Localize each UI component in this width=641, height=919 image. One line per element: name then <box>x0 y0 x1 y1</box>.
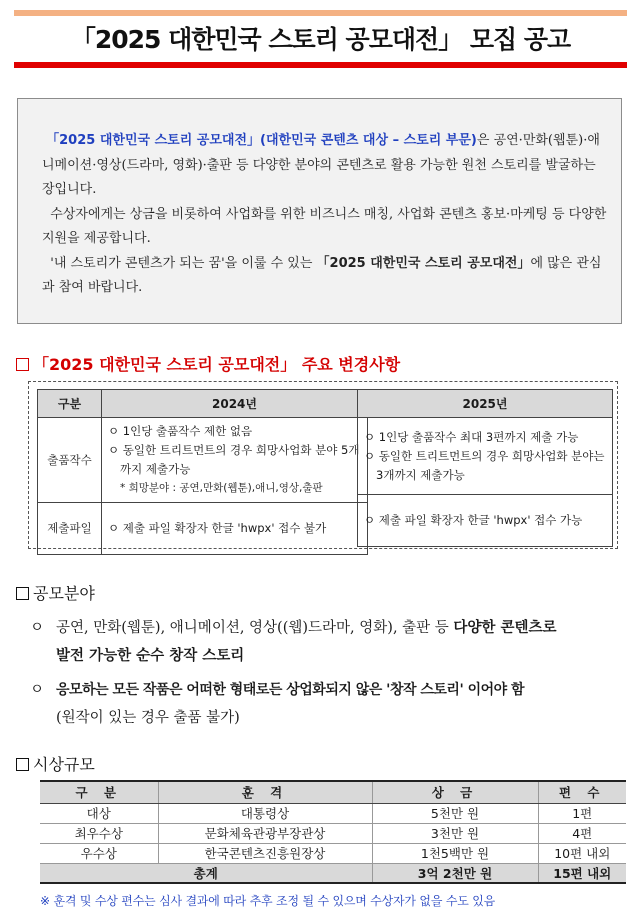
fields-heading-text: 공모분야 <box>33 584 95 603</box>
col-header: 상 금 <box>372 781 538 803</box>
changes-heading-text: 「2025 대한민국 스토리 공모대전」 주요 변경사항 <box>33 355 401 374</box>
intro-paragraph-3 <box>42 252 607 301</box>
intro-contest-name: 「2025 대한민국 스토리 공모대전」(대한민국 콘텐츠 대상 – 스토리 부문) <box>46 133 477 148</box>
table-row <box>40 823 626 843</box>
table-cell: 대상 <box>40 803 158 823</box>
col-2024-header: 2024년 <box>102 390 368 418</box>
col-header: 훈 격 <box>158 781 372 803</box>
intro-p3-bold: 「2025 대한민국 스토리 공모대전」 <box>316 255 531 271</box>
table-cell: 3천만 원 <box>372 823 538 843</box>
prizes-heading-text: 시상규모 <box>33 755 95 774</box>
intro-box <box>17 98 622 324</box>
table-cell: 10편 내외 <box>538 843 626 863</box>
note-text: * 희망분야 : 공연,만화(웹툰),애니,영상,출판 <box>120 482 323 494</box>
cell-2025 <box>358 495 613 547</box>
intro-paragraph-2 <box>42 203 607 252</box>
changes-heading <box>16 352 400 375</box>
table-cell: 1편 <box>538 803 626 823</box>
fields-item2-note: (원작이 있는 경우 출품 불가) <box>56 710 240 726</box>
square-icon <box>16 358 29 371</box>
fields-item-1 <box>30 614 630 670</box>
total-row <box>40 863 626 883</box>
changes-table-2025 <box>357 389 613 547</box>
table-cell: 5천만 원 <box>372 803 538 823</box>
total-label: 총계 <box>40 863 372 883</box>
intro-p1-rest: 은 공연·만화(웹툰)·애니메이션·영상(드라마, 영화)·출판 등 다양한 분야의 콘텐츠로 활용 가능한 원천 스토리를 발굴하는 장입니다. <box>42 133 600 197</box>
table-cell: 한국콘텐츠진흥원장상 <box>158 843 372 863</box>
list-item: ㅇ 1인당 출품작수 최대 3편까지 제출 가능 <box>364 429 579 444</box>
fields-item2-bold: 응모하는 모든 작품은 어떠한 형태로든 상업화되지 않은 '창작 스토리' 이어야 함 <box>56 682 525 698</box>
changes-comparison <box>28 381 618 549</box>
table-row <box>38 503 368 555</box>
table-cell: 대통령상 <box>158 803 372 823</box>
intro-p3-a: '내 스토리가 콘텐츠가 되는 꿈'을 이룰 수 있는 <box>50 255 313 271</box>
col-header: 구 분 <box>40 781 158 803</box>
changes-table-2024 <box>37 389 368 555</box>
table-row <box>38 418 368 503</box>
total-count: 15편 내외 <box>538 863 626 883</box>
fields-item1-bold: 다양한 콘텐츠로 <box>453 620 557 636</box>
list-item: ㅇ 동일한 트리트먼트의 경우 희망사업화 분야는 3개까지 제출가능 <box>364 448 605 482</box>
table-row <box>40 803 626 823</box>
cell-2024 <box>102 503 368 555</box>
bullet-icon: ㅇ <box>30 620 45 636</box>
fields-item1-text: 공연, 만화(웹툰), 애니메이션, 영상((웹)드라마, 영화), 출판 등 <box>56 620 454 636</box>
prize-footnote: ※ 훈격 및 수상 편수는 심사 결과에 따라 추후 조정 될 수 있으며 수상자가 없을 수도 있음 <box>40 894 496 908</box>
intro-paragraph-1 <box>42 129 607 203</box>
intro-p2-text: 수상자에게는 상금을 비롯하여 사업화를 위한 비즈니스 매칭, 사업화 콘텐츠 홍보·마케팅 등 다양한 지원을 제공합니다. <box>42 206 607 246</box>
col-header: 편 수 <box>538 781 626 803</box>
table-cell: 최우수상 <box>40 823 158 843</box>
table-cell: 문화체육관광부장관상 <box>158 823 372 843</box>
table-row <box>358 495 613 547</box>
col-2025-header: 2025년 <box>358 390 613 418</box>
title-underline-bar <box>14 62 627 68</box>
table-cell: 1천5백만 원 <box>372 843 538 863</box>
list-item: ㅇ 제출 파일 확장자 한글 'hwpx' 접수 불가 <box>108 521 327 535</box>
square-icon <box>16 587 29 600</box>
cell-2025 <box>358 418 613 495</box>
table-row <box>40 843 626 863</box>
row-category: 출품작수 <box>38 418 102 503</box>
row-category: 제출파일 <box>38 503 102 555</box>
bullet-icon: ㅇ <box>30 682 45 698</box>
prize-table <box>40 780 626 884</box>
fields-item1-bold-cont: 발전 가능한 순수 창작 스토리 <box>56 648 245 664</box>
intro-p3-b: 에 많은 관심과 참여 바랍니다. <box>42 255 602 295</box>
table-header-row <box>40 781 626 803</box>
cell-2024 <box>102 418 368 503</box>
fields-item-2 <box>30 676 630 732</box>
square-icon <box>16 758 29 771</box>
list-item: ㅇ 동일한 트리트먼트의 경우 희망사업화 분야 5개까지 제출가능 <box>108 443 360 476</box>
table-cell: 4편 <box>538 823 626 843</box>
list-item: ㅇ 제출 파일 확장자 한글 'hwpx' 접수 가능 <box>364 513 583 527</box>
list-item: ㅇ 1인당 출품작수 제한 없음 <box>108 424 253 438</box>
total-amount: 3억 2천만 원 <box>372 863 538 883</box>
prizes-heading <box>16 752 95 775</box>
page-title: 「2025 대한민국 스토리 공모대전」 모집 공고 <box>70 25 571 54</box>
table-row <box>358 418 613 495</box>
col-category-header: 구분 <box>38 390 102 418</box>
table-cell: 우수상 <box>40 843 158 863</box>
top-accent-bar <box>14 10 627 16</box>
fields-heading <box>16 581 95 604</box>
